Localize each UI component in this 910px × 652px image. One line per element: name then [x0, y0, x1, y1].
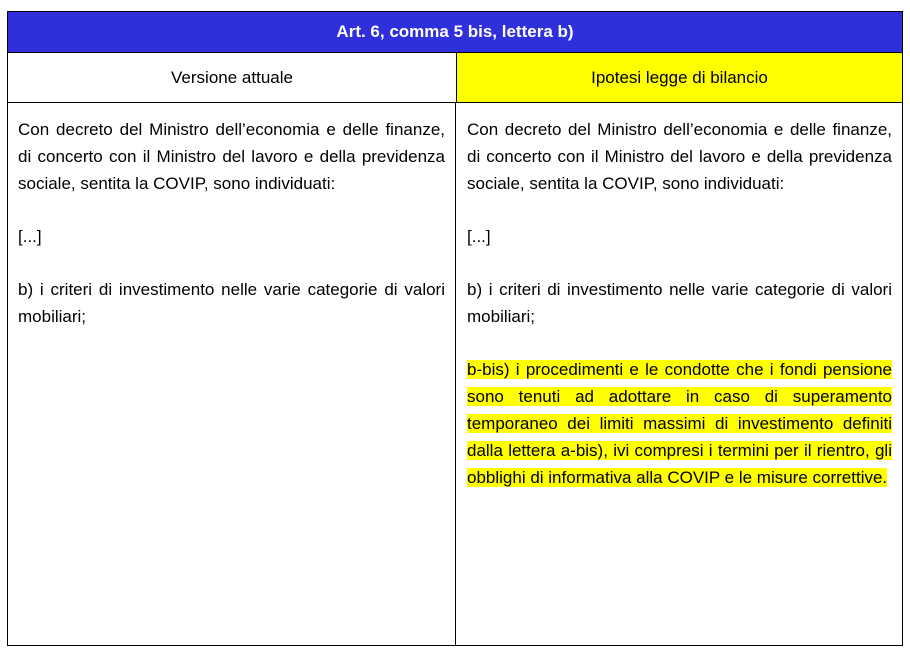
- proposed-item-b-bis-paragraph: [467, 356, 892, 491]
- current-intro-paragraph: Con decreto del Ministro dell’economia e delle finanze, di concerto con il Ministro del lavoro e della previdenza sociale, sentita la COVIP, sono individuati:: [18, 120, 445, 193]
- comparison-table: [7, 11, 903, 646]
- proposed-item-b-bis-highlight: b-bis) i procedimenti e le condotte che i fondi pensione sono tenuti ad adottare in caso di superamento temporaneo dei limiti massimi di investimento definiti dalla lettera a-bis), ivi compresi i termini per il rientro, gli obblighi di informativa alla COVIP e le misure correttive.: [467, 360, 892, 487]
- content-row: [8, 103, 902, 645]
- current-version-cell: [8, 103, 456, 645]
- proposed-version-cell: [457, 103, 902, 645]
- table-title: Art. 6, comma 5 bis, lettera b): [8, 12, 902, 53]
- current-item-b: b) i criteri di investimento nelle varie categorie di valori mobiliari;: [18, 280, 445, 326]
- column-header-row: [8, 53, 902, 103]
- proposed-ellipsis: [...]: [467, 227, 491, 246]
- current-ellipsis: [...]: [18, 227, 42, 246]
- header-proposed-version: Ipotesi legge di bilancio: [457, 53, 902, 102]
- proposed-intro-paragraph: Con decreto del Ministro dell’economia e delle finanze, di concerto con il Ministro del lavoro e della previdenza sociale, sentita la COVIP, sono individuati:: [467, 120, 892, 193]
- header-current-version: Versione attuale: [8, 53, 457, 102]
- proposed-item-b: b) i criteri di investimento nelle varie categorie di valori mobiliari;: [467, 280, 892, 326]
